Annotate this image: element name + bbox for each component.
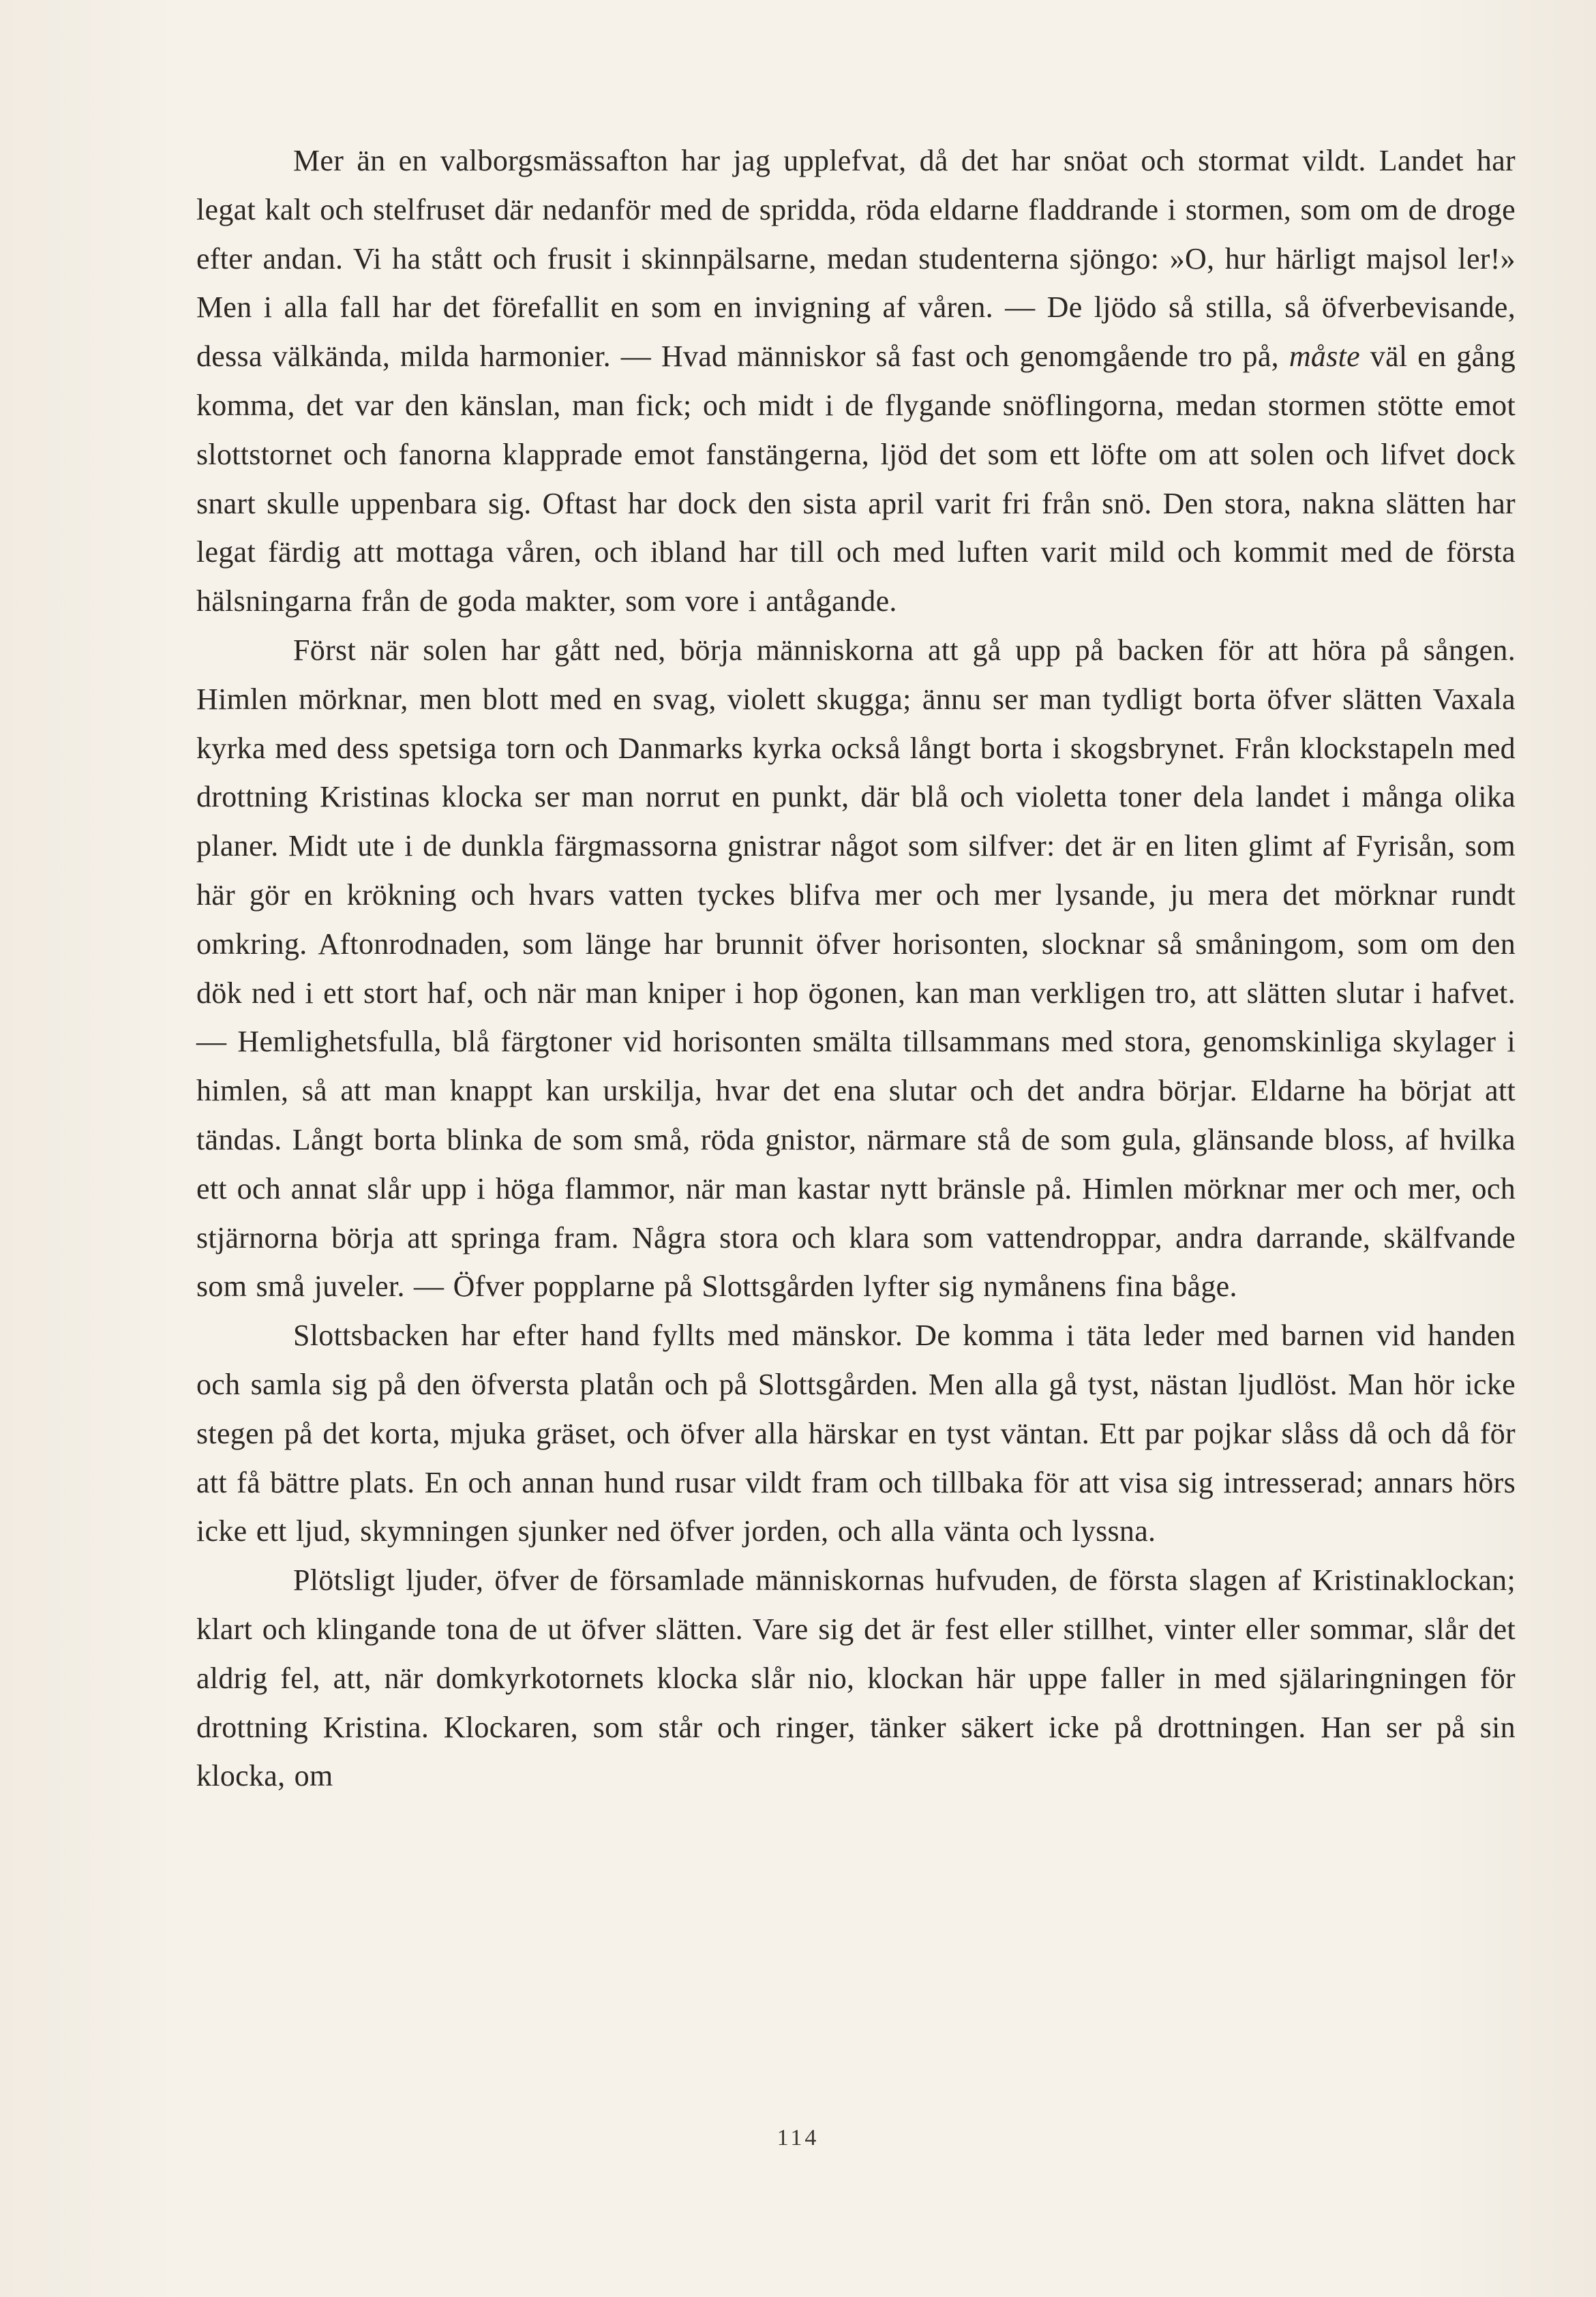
body-text (196, 136, 1516, 1801)
paragraph-2: Först när solen har gått ned, börja människorna att gå upp på backen för att höra på sången. Himlen mörknar, men blott med en svag, violett skugga; ännu ser man tydligt borta öfver slätten Vaxala kyrka med dess spetsiga torn och Danmarks kyrka också långt borta i skogsbrynet. Från klockstapeln med drottning Kristinas klocka ser man norrut en punkt, där blå och violetta toner dela landet i många olika planer. Midt ute i de dunkla färgmassorna gnistrar något som silfver: det är en liten glimt af Fyrisån, som här gör en krökning och hvars vatten tyckes blifva mer och mer lysande, ju mera det mörknar rundt omkring. Aftonrodnaden, som länge har brunnit öfver horisonten, slocknar så småningom, som om den dök ned i ett stort haf, och när man kniper i hop ögonen, kan man verkligen tro, att slätten slutar i hafvet. — Hemlighetsfulla, blå färgtoner vid horisonten smälta tillsammans med stora, genomskinliga skylager i himlen, så att man knappt kan urskilja, hvar det ena slutar och det andra börjar. Eldarne ha börjat att tändas. Långt borta blinka de som små, röda gnistor, närmare stå de som gula, glänsande bloss, af hvilka ett och annat slår upp i höga flammor, när man kastar nytt bränsle på. Himlen mörknar mer och mer, och stjärnorna börja att springa fram. Några stora och klara som vattendroppar, andra darrande, skälfvande som små juveler. — Öfver popplarne på Slottsgården lyfter sig nymånens fina båge. (196, 633, 1516, 1304)
paragraph-1-part-1: Mer än en valborgsmässafton har jag upplefvat, då det har snöat och stormat vildt. Landet har legat kalt och stelfruset där nedanför med de spridda, röda eldarne fladdrande i stormen, som om de droge efter andan. Vi ha stått och frusit i skinnpälsarne, medan studenterna sjöngo: »O, hur härligt majsol ler!» Men i alla fall har det förefallit en som en invigning af våren. — De ljödo så stilla, så öfverbevisande, dessa välkända, milda harmonier. — Hvad människor så fast och genomgående tro på, (196, 144, 1516, 374)
paragraph-1-part-2: väl en gång komma, det var den känslan, man fick; och midt i de flygande snöflingorna, medan stormen stötte emot slottstornet och fanorna klapprade emot fanstängerna, ljöd det som ett löfte om att solen och lifvet dock snart skulle uppenbara sig. Oftast har dock den sista april varit fri från snö. Den stora, nakna slätten har legat färdig att mottaga våren, och ibland har till och med luften varit mild och kommit med de första hälsningarna från de goda makter, som vore i antågande. (196, 340, 1516, 618)
paragraph-4: Plötsligt ljuder, öfver de församlade människornas hufvuden, de första slagen af Kristinaklockan; klart och klingande tona de ut öfver slätten. Vare sig det är fest eller stillhet, vinter eller sommar, slår det aldrig fel, att, när domkyrkotornets klocka slår nio, klockan här uppe faller in med själaringningen för drottning Kristina. Klockaren, som står och ringer, tänker säkert icke på drottningen. Han ser på sin klocka, om (196, 1563, 1516, 1793)
paragraph-3: Slottsbacken har efter hand fyllts med mänskor. De komma i täta leder med barnen vid handen och samla sig på den öfversta platån och på Slottsgården. Men alla gå tyst, nästan ljudlöst. Man hör icke stegen på det korta, mjuka gräset, och öfver alla härskar en tyst väntan. Ett par pojkar slåss då och då för att få bättre plats. En och annan hund rusar vildt fram och tillbaka för att visa sig intresserad; annars hörs icke ett ljud, skymningen sjunker ned öfver jorden, och alla vänta och lyssna. (196, 1319, 1516, 1548)
page-number: 114 (777, 2125, 819, 2150)
paragraph-1 (196, 136, 1516, 626)
emphasis-maste: måste (1289, 340, 1360, 374)
